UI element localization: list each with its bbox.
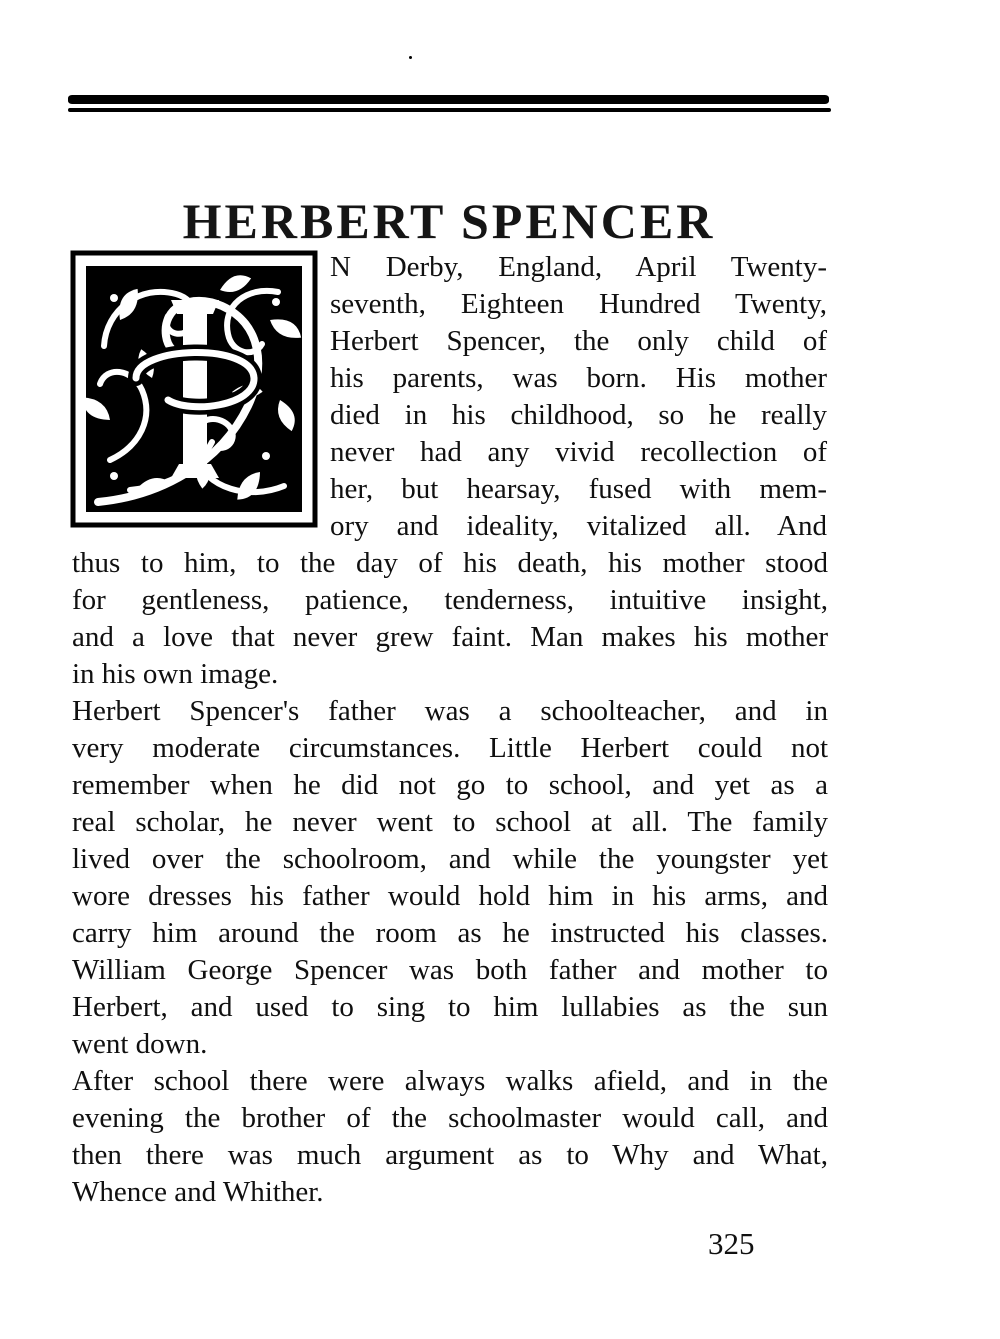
- text-line: for gentleness, patience, tenderness, intuitive insight,: [72, 584, 828, 616]
- scan-speck: [409, 56, 412, 59]
- double-rule-thin: [68, 108, 831, 112]
- text-line: went down.: [72, 1028, 208, 1060]
- text-line: her, but hearsay, fused with mem-: [330, 473, 827, 505]
- text-line: evening the brother of the schoolmaster would call, and: [72, 1102, 828, 1134]
- double-rule-thick: [68, 95, 829, 104]
- text-line: remember when he did not go to school, and yet as a: [72, 769, 828, 801]
- text-line: died in his childhood, so he really: [330, 399, 827, 431]
- text-line: Herbert Spencer's father was a schoolteacher, and in: [72, 695, 828, 727]
- text-line: Whence and Whither.: [72, 1176, 324, 1208]
- text-line: Herbert Spencer, the only child of: [330, 325, 827, 357]
- text-line: thus to him, to the day of his death, his mother stood: [72, 547, 828, 579]
- drop-cap-ornament-icon: [70, 250, 318, 528]
- text-line: real scholar, he never went to school at all. The family: [72, 806, 828, 838]
- text-line: carry him around the room as he instructed his classes.: [72, 917, 828, 949]
- text-line: never had any vivid recollection of: [330, 436, 827, 468]
- text-line: seventh, Eighteen Hundred Twenty,: [330, 288, 827, 320]
- page-number: 325: [708, 1226, 755, 1261]
- page-title: HERBERT SPENCER: [182, 192, 716, 249]
- text-line: his parents, was born. His mother: [330, 362, 827, 394]
- text-line: ory and ideality, vitalized all. And: [330, 510, 827, 542]
- paragraph-1-full-width: [72, 545, 828, 693]
- text-line: and a love that never grew faint. Man makes his mother: [72, 621, 828, 653]
- text-line: N Derby, England, April Twenty-: [330, 251, 827, 283]
- text-line: very moderate circumstances. Little Herbert could not: [72, 732, 828, 764]
- text-line: wore dresses his father would hold him in his arms, and: [72, 880, 828, 912]
- paragraph-1-beside-dropcap: [330, 249, 827, 545]
- text-line: William George Spencer was both father and mother to: [72, 954, 828, 986]
- text-line: lived over the schoolroom, and while the youngster yet: [72, 843, 828, 875]
- text-line: then there was much argument as to Why and What,: [72, 1139, 828, 1171]
- paragraph-3: [72, 1063, 828, 1211]
- text-line: After school there were always walks afield, and in the: [72, 1065, 828, 1097]
- paragraph-2: [72, 693, 828, 1063]
- text-line: in his own image.: [72, 658, 279, 690]
- text-line: Herbert, and used to sing to him lullabies as the sun: [72, 991, 828, 1023]
